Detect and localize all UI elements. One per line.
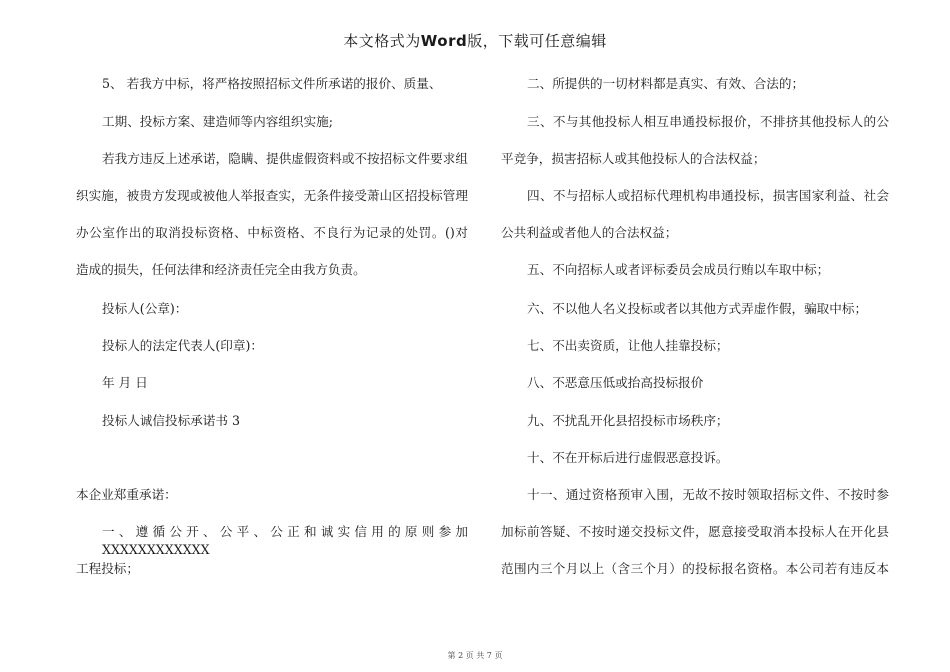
header-prefix: 本文格式为 [343, 32, 421, 50]
text-line: 5、 若我方中标，将严格按照招标文件所承诺的报价、质量、 [102, 76, 442, 91]
text-line: 本企业郑重承诺： [76, 487, 177, 502]
text-line: 织实施，被贵方发现或被他人举报查实，无条件接受萧山区招投标管理 [76, 188, 468, 203]
text-line: 三、不与其他投标人相互串通投标报价，不排挤其他投标人的公 [527, 114, 889, 129]
right-column [501, 0, 889, 672]
text-line: 工期、投标方案、建造师等内容组织实施; [102, 114, 333, 129]
text-line: 若我方违反上述承诺，隐瞒、提供虚假资料或不按招标文件要求组 [102, 151, 468, 166]
left-column [76, 0, 468, 672]
text-line: 加标前答疑、不按时递交投标文件，愿意接受取消本投标人在开化县 [501, 524, 889, 539]
text-line: 工程投标； [76, 561, 139, 576]
text-line: 二、所提供的一切材料都是真实、有效、合法的； [527, 76, 805, 91]
section-title: 投标人诚信投标承诺书 3 [102, 413, 240, 428]
text-line: 八、不恶意压低或抬高投标报价 [527, 375, 704, 390]
text-line: 十、不在开标后进行虚假恶意投诉。 [527, 450, 729, 465]
text-line: 九、不扰乱开化县招投标市场秩序； [527, 413, 729, 428]
text-line: 四、不与招标人或招标代理机构串通投标，损害国家利益、社会 [527, 188, 889, 203]
header-suffix: 版，下载可任意编辑 [467, 32, 607, 50]
text-line: 六、不以他人名义投标或者以其他方式弄虚作假，骗取中标； [527, 301, 868, 316]
text-line: 七、不出卖资质，让他人挂靠投标； [527, 338, 729, 353]
text-line: 范围内三个月以上（含三个月）的投标报名资格。本公司若有违反本 [501, 561, 889, 576]
signature-legal-rep: 投标人的法定代表人(印章)： [102, 338, 263, 353]
text-line: 公共利益或者他人的合法权益； [501, 225, 678, 240]
text-line: 平竞争，损害招标人或其他投标人的合法权益； [501, 151, 766, 166]
text-line: 十一、通过资格预审入围，无故不按时领取招标文件、不按时参 [527, 487, 889, 502]
signature-date: 年 月 日 [102, 375, 148, 390]
text-line: 五、不向招标人或者评标委员会成员行贿以车取中标； [527, 262, 830, 277]
page-number: 第 2 页 共 7 页 [447, 651, 503, 660]
signature-company-seal: 投标人(公章)： [102, 301, 188, 316]
header-word: Word [420, 32, 468, 50]
text-line: 一、遵循公开、公平、公正和诚实信用的原则参加 XXXXXXXXXXXX [102, 524, 468, 557]
text-line: 办公室作出的取消投标资格、中标资格、不良行为记录的处罚。()对 [76, 225, 468, 240]
text-line: 造成的损失，任何法律和经济责任完全由我方负责。 [76, 262, 366, 277]
